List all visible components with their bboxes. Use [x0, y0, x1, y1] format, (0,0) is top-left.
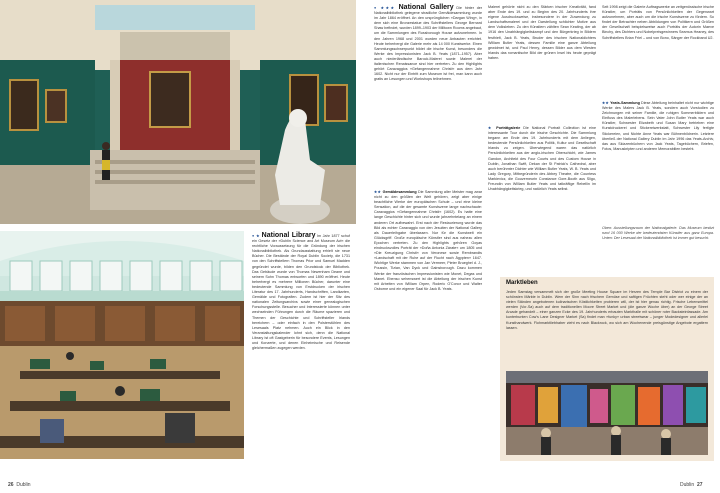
market-text: Jeden Samstag versammelt sich der große Meeting House Square im Herzen des Temple Bar District zu einem der schönsten Märkte in Dublin. Wem der Sinn nach frischem Gemüse und saftigen Früchten steht oder wer einige der an vielen Ständen angebotenen kulinarischen Köstlichkeiten probieren will, der ist hier genau richtig. Frische Lebensmittel werden (Vor-Sa) auch auf dem traditionellen Moore Street Market und (die ganze Woche über) an der George Street Arcade gehandelt – einer ganzen Ecke des 19. Jahrhunderts erbauten Markthalle mit schöner roter Backsteinfassade. Am kunterbunten Cow's Lane Designer Market (Sa) findet man »funky« urban streetwear – junger Modedesigner und allerlei Kunsthandwerk. Flohmarktliebhaber zieht es nach Blackrock, wo sich am Wochenende preisgünstige Angebote ergattern lassen. [506, 290, 708, 330]
gemaelde-heading: Gemäldesammlung [382, 190, 417, 194]
portrait-heading: Porträtgalerie [496, 126, 521, 130]
library-heading: National Library [261, 232, 316, 239]
photo-caption: Oben: Ausstellungsraum der Nationalgalerie. Das Museum besitzt rund 16 000 Werke der bedeutendsten Künstler aus ganz Europa. Unten: Der Lesesaal der Nationalbibliothek ist immer gut besucht. [602, 226, 714, 241]
library-section [252, 233, 350, 351]
yeats-section [602, 101, 714, 152]
library-text: Im Jahr 1877 schuf ein Gesetz der »Dublin Science and Art Museum Act« die rechtliche Voraussetzung für die Gründung der irischen Nationalbibliothek. Als Grundausstattung erhielt sie neue Bücher. Die Bestände der Royal Dublin Society, die 1731 von den Schriftstellern Thomas Prior und Samuel Madden gegründet wurde, bilden den Grundstock der Bibliothek. Das Gebäude wurde von Thomas Newenham Deane und seinem Sohn Thomas entworfen und 1890 eröffnet. Heute beherbergt es mehrere Millionen Bücher, darunter eine bedeutende Sammlung von Erstdrucken der irischen Literatur des 17. Jahrhunderts, Handschriften, Landkarten, Gemälde und Fotografien. Zudem ist hier der Sitz des nationalen Zeitungsarchivs sowie einer genealogischen Forschungsstelle. Besucher und Interessierte können unter wechselnden Führungen durch die Räume spazieren und Themen der Geschichte und Schriftsteller Irlands bereichern – oder einfach in den Polsterstühlen des Lesesaals Platz nehmen. Auch ein Blick in den Veranstaltungskalender lohnt sich, denn die National Library ist oft Gastgeberin für besondere Events, Lesungen und Konzerte, und denen Einheimische und Reisende gleichermaßen zugegen werden. [252, 234, 350, 351]
yeats-rating: ★★ [602, 101, 609, 105]
gallery-section [374, 5, 482, 82]
gallery-heading: National Gallery [398, 4, 454, 11]
gallery-text: Die hinter der Nationalbibliothek gelegene stradliche Gemäldesammlung wurde im Jahr 1864 eröffnet. An den ursprünglichen »Dargan Wing«, in dem sich eine Bronzestatue des Schriftstellers George Bernard Shaw befindet, wurden 1899–1903 der Milltown Rooms angebaut, um die Sammlungen des Russborough House aufzunehmen. In den Jahren 1968 und 2001 wurden neue Anbauten errichtet. Heute beherbergt die Galerie mehr als 14 000 Kunstwerke. Einen Sammlungsschwerpunkt bildet die irische Kunst, besonders die Werke des Impressionisten Jack B. Yeats (1871–1957). Aber auch niederländische Barock-Malerei sowie Malerei der italienischen Renaissance sind hier vertreten. Zu den Highlights gehört Caravaggios »Gefangennahme Christi« aus dem Jahr 1602. Nicht nur der Eintritt zum Museum ist frei, man kann auch gratis an Lesungen und Workshops teilnehmen. [374, 6, 483, 82]
market-heading: Marktleben [506, 280, 538, 286]
gemaelde-rating: ★★ [374, 190, 382, 194]
right-page-number: 27 [696, 482, 703, 488]
library-rating: ★ [256, 234, 261, 238]
bullet-marker: ● [252, 234, 255, 238]
right-page-label: Dublin [680, 482, 695, 488]
left-page-number: 26 [8, 482, 14, 488]
left-page [0, 0, 356, 493]
left-folio [8, 482, 31, 488]
portrait-rating: ★ [488, 126, 494, 130]
yeats-heading: Yeats-Sammlung [610, 101, 640, 105]
col2-top-text: Malerei gehörte nicht zu den Stärken irischer Kreativität, fand aber Ende des 19. und zu Beginn des 20. Jahrhunderts ihre eigene Ausdrucksweise, insbesondere in der Zuwendung zu Landschaftsmalerei und der Darstellung schlichter Motive aus dem Volksleben. Zu den Künstlern zählten Sean Keating, der ab 1916 den Unabhängigkeitskampf und den Bürgerkrieg in Bildern festhielt, Jack B. Yeats, Bruder des irischen Nationaldichters William Butler Yeats, dessen Familie eine ganze Abteilung gewidmet ist, und Paul Henry, dessen Bilder aus dem Westen Irlands das romantische Bild der grünen Insel bis heute geprägt haben. [488, 5, 596, 60]
left-page-label: Dublin [16, 482, 31, 488]
market-photo [506, 371, 708, 455]
col3-top-text: Seit 1998 zeigt die Galerie Auftragswerke an zeitgenössische irische Künstler, um Porträts von Persönlichkeiten der Gegenwart aufzunehmen, aber auch um die irische Kunstszene zu fördern. So findet der Betrachter neben Abbildungen von Politikern und Größen der Gesellschaft beispielsweise auch Porträts der Autorin Maeve Binchy, des Dichters und Nobelpreisgewinners Seamus Heaney, des Schriftstellers Brian Friel – und von Bono, Sänger der Rockband U2. [602, 5, 714, 40]
gemaelde-section [374, 190, 482, 292]
library-photo [0, 231, 244, 459]
market-box [500, 277, 714, 461]
gallery-rating: ★★★ [380, 6, 396, 10]
gallery-photo [0, 0, 356, 224]
right-folio [680, 482, 703, 488]
yeats-text: Diese Abteilung beinhaltet nicht nur wichtige Werke des Malers Jack B. Yeats, sondern auch Vorstudien zu Zeichnungen mit seiner Familie, die ruhigen Sommerbildern und Einfluss des Malerlebens. Sein Vater John Butler Yeats war auch Künstler, Schwester Elizabeth und Susan Mary betrieben eine Kunstdruckerei und Stickereiwerkstatt, Schwester Lily fertigte Stickereien, und Nichte Anne Yeats war Bühnenbildnerin. Letztere überließ der National Gallery Dublin im Jahr 1996 das Yeats-Archiv, das aus Skizzenbüchern von Jack Yeats, Tagebüchern, Briefen, Fotos, Manuskripten und anderen Memorabilien besteht. [602, 101, 714, 151]
gemaelde-text: Die Sammlung aller Meister mag zwar nicht zu den größten der Welt gehören, zeigt aber einige beachtliche Werke der europäischen Schule – und eine kleine Sensation, auf die der gesamte Kunstszene lange nachschaute: Caravaggios »Gefangennahme Christi« (1602). Es hatte eine lange Geschichte hinter sich und wurde jahrzehntelang an einem anderen Ort aufbewahrt. Erst nach der Restaurierung wurde das Bild als echter Caravaggio von den Jesuiten der National Gallery als Dauerleihgabe überlassen. Nur für die Kunstwelt ein Glücksgriff. Große europäische Künstler sind aus nahezu allen Epochen vertreten. Zu den Highlights gehören Goyas eindrucksvolles Porträt der »Doña Antonia Zárate« um 1805 und »Die Kreuzigung Christi« von Veronese sowie Rembrandts »Landschaft mit der Ruhe auf der Flucht nach Ägypten« 1647. Wichtige Werke stammen von Jan Vermeer, Pieter Brueghel d. J., Poussin, Tizian, Van Dyck und Gainsborough. Dazu kommen Werke der französischen Impressionisten wie Monet, Degas und Manet. Ebenso sehenswert ist die Abteilung der irischen Kunst mit Arbeiten von William Orpen, Roderic O'Conor und Walter Osborne und ein eigener Saal für Jack B. Yeats. [374, 190, 482, 291]
portrait-text: Die National Portrait Collection ist eine interessante Tour durch die irische Geschichte. Die Sammlung begann am Ende des 19. Jahrhunderts mit dem Anliegen, bedeutende Persönlichkeiten aus Politik, Kultur und Gesellschaft Irlands zu zeigen. Überwiegend waren das natürlich Persönlichkeiten aus der anglo-irischen Oberschicht, wie James Gandon, Architekt des Four Courts und des Custom House in Dublin, Jonathan Swift, Dekan der St Patrick's Cathedral, aber auch berühmter Dichter wie William Butler Yeats, W. B. Yeats und Lady Gregory, Mitbegründerin des Abbey Theatre, die Countess Markievicz, die Gouverneurin Constance Gore-Booth aus Sligo, Freundin von William Butler Yeats und tatkräftige Rebellin im Unabhängigkeitskrieg, und natürlich Yeats selbst. [488, 126, 597, 192]
bullet-marker: ● [374, 6, 378, 10]
portrait-section [488, 126, 596, 192]
